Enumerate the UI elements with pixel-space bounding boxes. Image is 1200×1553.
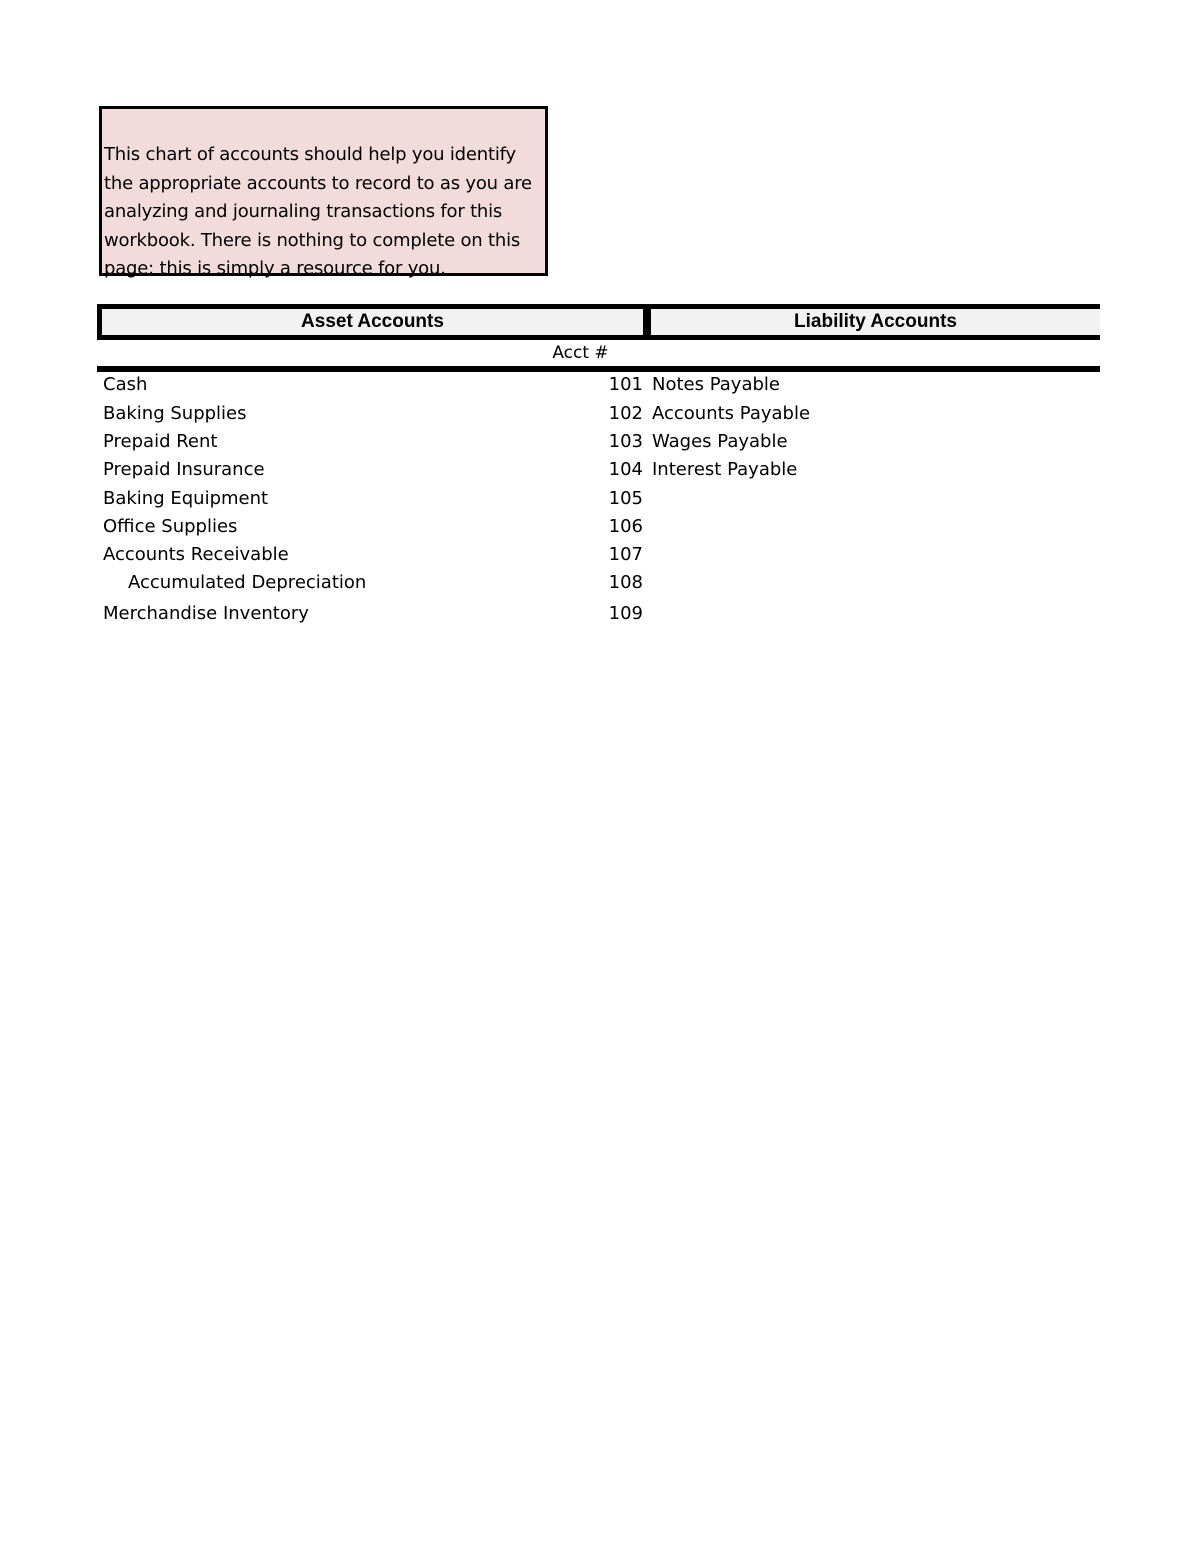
asset-account-name: Accumulated Depreciation bbox=[128, 572, 367, 593]
asset-account-number: 109 bbox=[608, 603, 643, 624]
asset-account-name: Baking Supplies bbox=[103, 403, 247, 424]
asset-account-name: Merchandise Inventory bbox=[103, 603, 309, 624]
asset-account-name: Office Supplies bbox=[103, 516, 238, 537]
asset-account-number: 107 bbox=[608, 544, 643, 565]
note-line: page; this is simply a resource for you. bbox=[104, 258, 446, 279]
asset-account-number: 104 bbox=[608, 459, 643, 480]
note-line: This chart of accounts should help you identify bbox=[104, 144, 516, 165]
asset-account-name: Prepaid Insurance bbox=[103, 459, 265, 480]
note-line: analyzing and journaling transactions for this bbox=[104, 201, 503, 222]
asset-accounts-header: Asset Accounts bbox=[97, 304, 648, 340]
asset-account-number: 101 bbox=[608, 374, 643, 395]
asset-account-name: Accounts Receivable bbox=[103, 544, 289, 565]
asset-account-number: 106 bbox=[608, 516, 643, 537]
liability-account-name: Wages Payable bbox=[652, 431, 788, 452]
note-line: workbook. There is nothing to complete on this bbox=[104, 229, 521, 251]
asset-account-number: 108 bbox=[608, 572, 643, 593]
accounts-table-header bbox=[97, 304, 1100, 340]
note-line: the appropriate accounts to record to as you are bbox=[104, 172, 532, 194]
asset-account-name: Cash bbox=[103, 374, 148, 395]
liability-account-name: Notes Payable bbox=[652, 374, 780, 395]
instructions-note bbox=[99, 106, 548, 279]
asset-account-number: 102 bbox=[608, 403, 643, 424]
liability-account-name: Interest Payable bbox=[652, 459, 798, 480]
asset-account-name: Baking Equipment bbox=[103, 488, 269, 509]
asset-account-number: 105 bbox=[608, 488, 643, 509]
asset-account-name: Prepaid Rent bbox=[103, 431, 218, 452]
liability-account-name: Accounts Payable bbox=[652, 403, 811, 424]
liability-accounts-header: Liability Accounts bbox=[646, 304, 1100, 340]
asset-account-number: 103 bbox=[608, 431, 643, 452]
acct-number-header: Acct # bbox=[552, 343, 609, 363]
